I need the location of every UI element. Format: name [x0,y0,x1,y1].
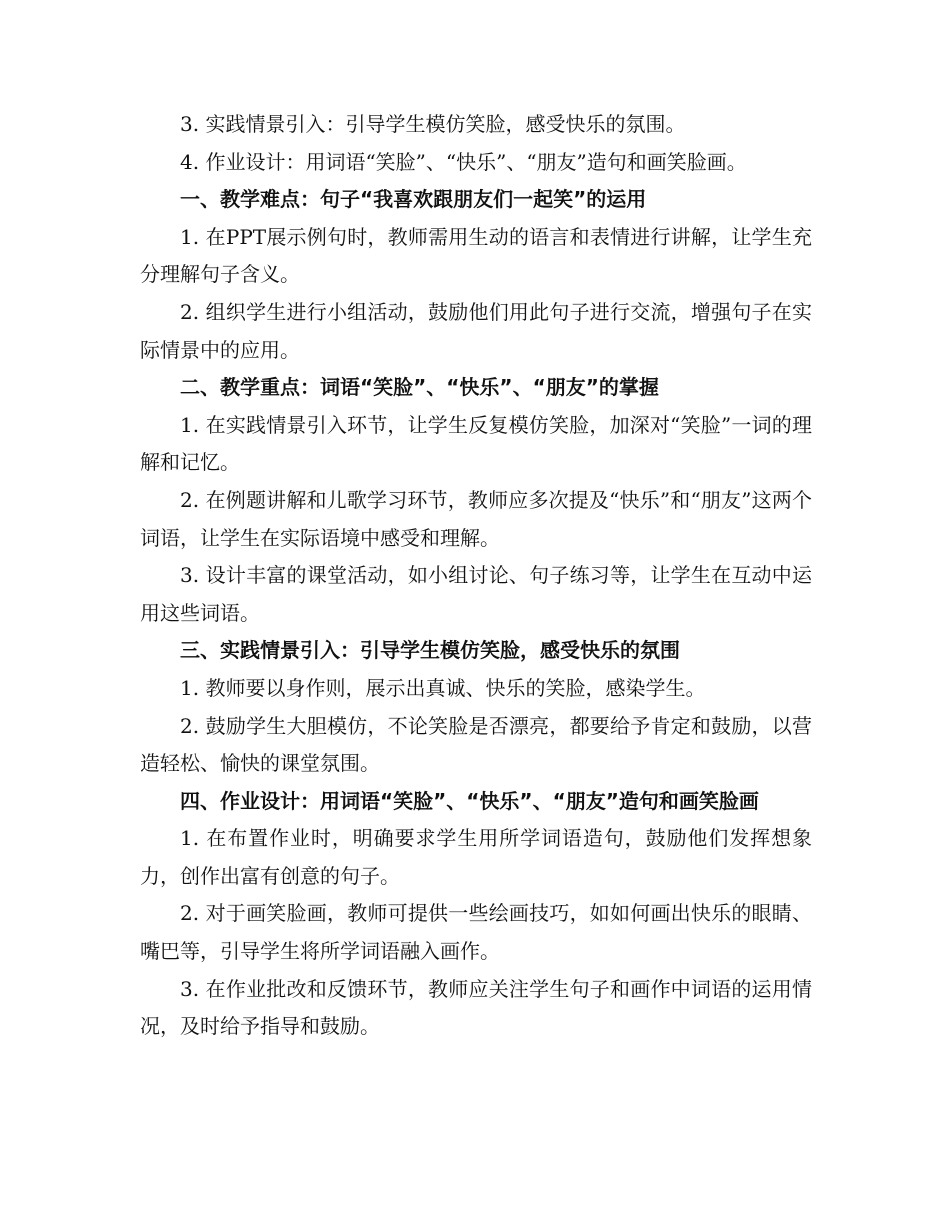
list-item: 4. 作业设计：用词语“笑脸”、“快乐”、“朋友”造句和画笑脸画。 [180,149,747,174]
list-item: 3. 实践情景引入：引导学生模仿笑脸，感受快乐的氛围。 [180,112,686,136]
list-item: 2. 鼓励学生大胆模仿，不论笑脸是否漂亮，都要给予肯定和鼓励，以营造轻松、愉快的课堂氛围。 [140,713,812,776]
list-item: 2. 对于画笑脸画，教师可提供一些绘画技巧，如如何画出快乐的眼睛、嘴巴等，引导学生将所学词语融入画作。 [140,901,812,964]
list-item: 2. 组织学生进行小组活动，鼓励他们用此句子进行交流，增强句子在实际情景中的应用。 [140,299,812,362]
section-heading-difficulty: 一、教学难点：句子“我喜欢跟朋友们一起笑”的运用 [180,187,647,212]
document-page [140,106,812,1046]
section-heading-homework: 四、作业设计：用词语“笑脸”、“快乐”、“朋友”造句和画笑脸画 [180,788,759,813]
list-item: 3. 在作业批改和反馈环节，教师应关注学生句子和画作中词语的运用情况，及时给予指导和鼓励。 [140,976,812,1039]
list-item: 1. 在PPT展示例句时，教师需用生动的语言和表情进行讲解，让学生充分理解句子含义。 [140,224,812,287]
section-heading-practice: 三、实践情景引入：引导学生模仿笑脸，感受快乐的氛围 [180,638,680,663]
section-heading-focus: 二、教学重点：词语“笑脸”、“快乐”、“朋友”的掌握 [180,375,659,400]
list-item: 1. 在实践情景引入环节，让学生反复模仿笑脸，加深对“笑脸”一词的理解和记忆。 [140,412,812,475]
list-item: 2. 在例题讲解和儿歌学习环节，教师应多次提及“快乐”和“朋友”这两个词语，让学生在实际语境中感受和理解。 [140,487,812,550]
list-item: 1. 在布置作业时，明确要求学生用所学词语造句，鼓励他们发挥想象力，创作出富有创意的句子。 [140,826,812,888]
list-item: 1. 教师要以身作则，展示出真诚、快乐的笑脸，感染学生。 [180,675,706,700]
list-item: 3. 设计丰富的课堂活动，如小组讨论、句子练习等，让学生在互动中运用这些词语。 [140,563,812,625]
